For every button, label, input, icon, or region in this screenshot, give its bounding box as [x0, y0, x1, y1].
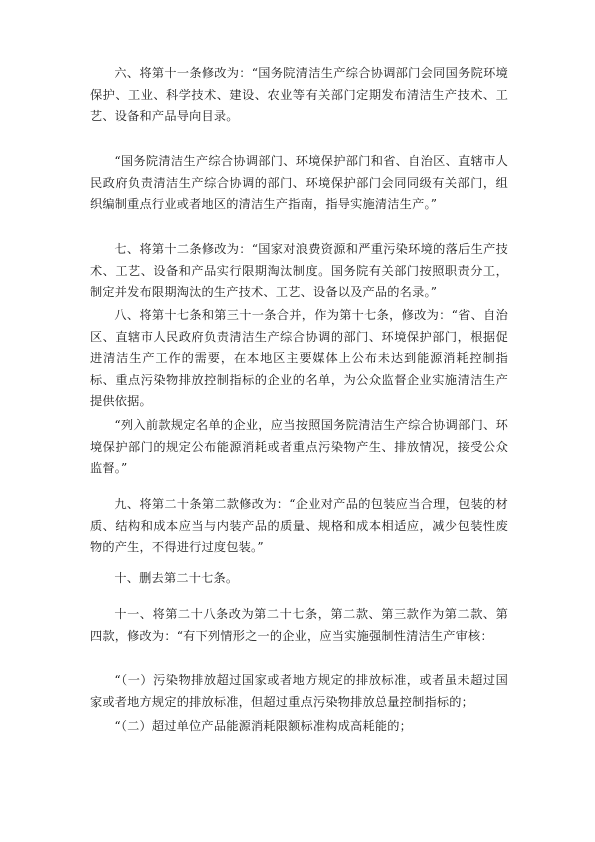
paragraph-article-7: 七、将第十二条修改为：“国家对浪费资源和严重污染环境的落后生产技术、工艺、设备和产品实行限期淘汰制度。国务院有关部门按照职责分工，制定并发布限期淘汰的生产技术、工艺、设备以及产品的名录。” [90, 242, 508, 299]
paragraph-article-8-continued: “列入前款规定名单的企业，应当按照国务院清洁生产综合协调部门、环境保护部门的规定公布能源消耗或者重点污染物产生、排放情况，接受公众监督。” [90, 418, 508, 475]
paragraph-article-6: 六、将第十一条修改为：“国务院清洁生产综合协调部门会同国务院环境保护、工业、科学技术、建设、农业等有关部门定期发布清洁生产技术、工艺、设备和产品导向目录。 [90, 66, 508, 123]
paragraph-article-11-item-1: “（一）污染物排放超过国家或者地方规定的排放标准，或者虽未超过国家或者地方规定的排放标准，但超过重点污染物排放总量控制指标的； [90, 673, 508, 709]
paragraph-article-11-item-2: “（二）超过单位产品能源消耗限额标准构成高耗能的； [114, 719, 413, 733]
paragraph-article-6-continued: “国务院清洁生产综合协调部门、环境保护部门和省、自治区、直辖市人民政府负责清洁生产综合协调的部门、环境保护部门会同同级有关部门，组织编制重点行业或者地区的清洁生产指南，指导实施清洁生产。” [90, 154, 508, 211]
paragraph-article-9: 九、将第二十条第二款修改为：“企业对产品的包装应当合理，包装的材质、结构和成本应当与内装产品的质量、规格和成本相适应，减少包装性废物的产生，不得进行过度包装。” [90, 497, 508, 554]
paragraph-article-10: 十、删去第二十七条。 [114, 571, 239, 585]
paragraph-article-8: 八、将第十七条和第三十一条合并，作为第十七条，修改为：“省、自治区、直辖市人民政府负责清洁生产综合协调的部门、环境保护部门，根据促进清洁生产工作的需要，在本地区主要媒体上公布未达到能源消耗控制指标、重点污染物排放控制指标的企业的名单，为公众监督企业实施清洁生产提供依据。 [90, 308, 508, 408]
paragraph-article-11: 十一、将第二十八条改为第二十七条，第二款、第三款作为第二款、第四款，修改为：“有下列情形之一的企业，应当实施强制性清洁生产审核： [90, 607, 508, 643]
